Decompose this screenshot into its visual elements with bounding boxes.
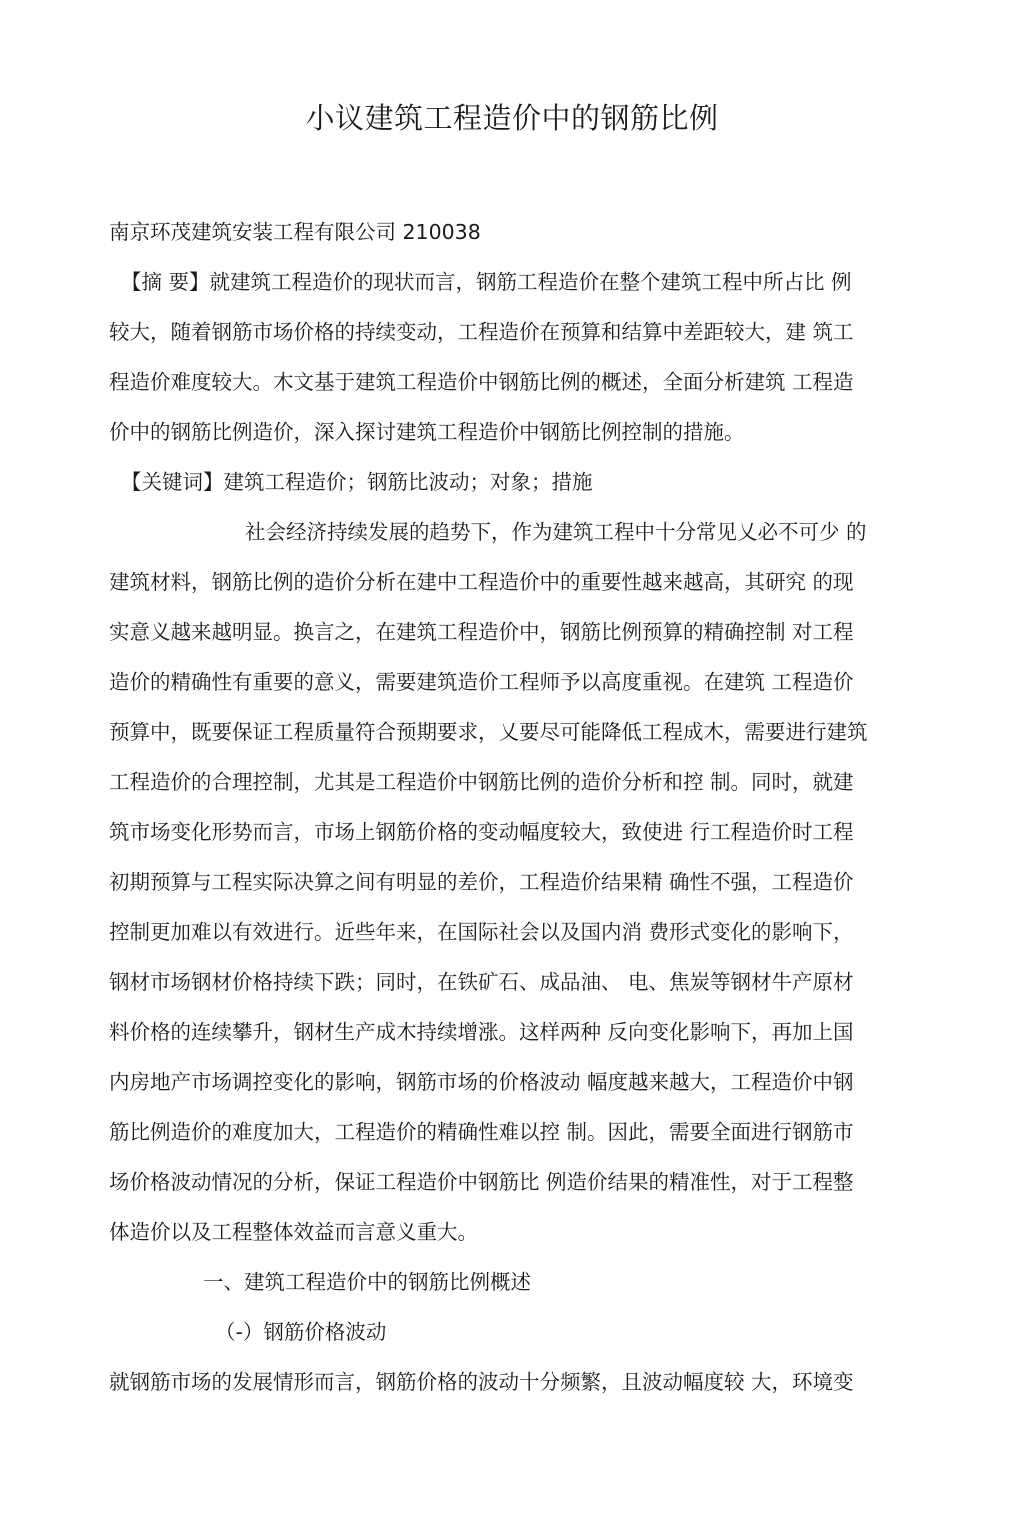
body-line: 筋比例造价的难度加大，工程造价的精确性难以控 制。因此，需要全面进行钢筋市 [109,1120,854,1144]
body-line: 筑市场变化形势而言，市场上钢筋价格的变动幅度较大，致使进 行工程造价时工程 [109,820,854,844]
body-line: 初期预算与工程实际决算之间有明显的差价，工程造价结果精 确性不强，工程造价 [109,870,854,894]
keywords-line: 【关键词】建筑工程造价；钢筋比波动；对象；措施 [121,470,593,494]
subsection-heading: （-）钢筋价格波动 [215,1320,387,1344]
body-line: 场价格波动情况的分析，保证工程造价中钢筋比 例造价结果的精准性，对于工程整 [109,1170,854,1194]
body-line: 工程造价的合理控制，尤其是工程造价中钢筋比例的造价分析和控 制。同时，就建 [109,770,854,794]
section-heading: 一、建筑工程造价中的钢筋比例概述 [203,1270,531,1294]
body-line: 内房地产市场调控变化的影响，钢筋市场的价格波动 幅度越来越大，工程造价中钢 [109,1070,854,1094]
body-line: 实意义越来越明显。换言之，在建筑工程造价中，钢筋比例预算的精确控制 对工程 [109,620,854,644]
abstract-line: 较大，随着钢筋市场价格的持续变动，工程造价在预算和结算中差距较大，建 筑工 [109,320,854,344]
body-line: 体造价以及工程整体效益而言意义重大。 [109,1220,478,1244]
abstract-line: 【摘 要】就建筑工程造价的现状而言，钢筋工程造价在整个建筑工程中所占比 例 [121,270,852,294]
body-line: 料价格的连续攀升，钢材生产成木持续增涨。这样两种 反向变化影响下，再加上国 [109,1020,854,1044]
body-line: 钢材市场钢材价格持续下跌；同时，在铁矿石、成品油、 电、焦炭等钢材牛产原材 [109,970,854,994]
body-line: 造价的精确性有重要的意义，需要建筑造价工程师予以高度重视。在建筑 工程造价 [109,670,854,694]
body-line: 建筑材料，钢筋比例的造价分析在建中工程造价中的重要性越来越高，其研究 的现 [109,570,854,594]
document-title: 小议建筑工程造价中的钢筋比例 [305,101,719,135]
author-line: 南京环茂建筑安装工程有限公司 210038 [109,220,481,244]
body-line: 就钢筋市场的发展情形而言，钢筋价格的波动十分频繁，且波动幅度较 大，环境变 [109,1370,854,1394]
abstract-line: 程造价难度较大。木文基于建筑工程造价中钢筋比例的概述，全面分析建筑 工程造 [109,370,854,394]
body-line: 预算中，既要保证工程质量符合预期要求，乂要尽可能降低工程成木，需要进行建筑 [109,720,868,744]
abstract-line: 价中的钢筋比例造价，深入探讨建筑工程造价中钢筋比例控制的措施。 [109,420,745,444]
body-line: 社会经济持续发展的趋势下，作为建筑工程中十分常见乂必不可少 的 [245,520,867,544]
body-line: 控制更加难以有效进行。近些年来，在国际社会以及国内消 费形式变化的影响下， [109,920,854,944]
